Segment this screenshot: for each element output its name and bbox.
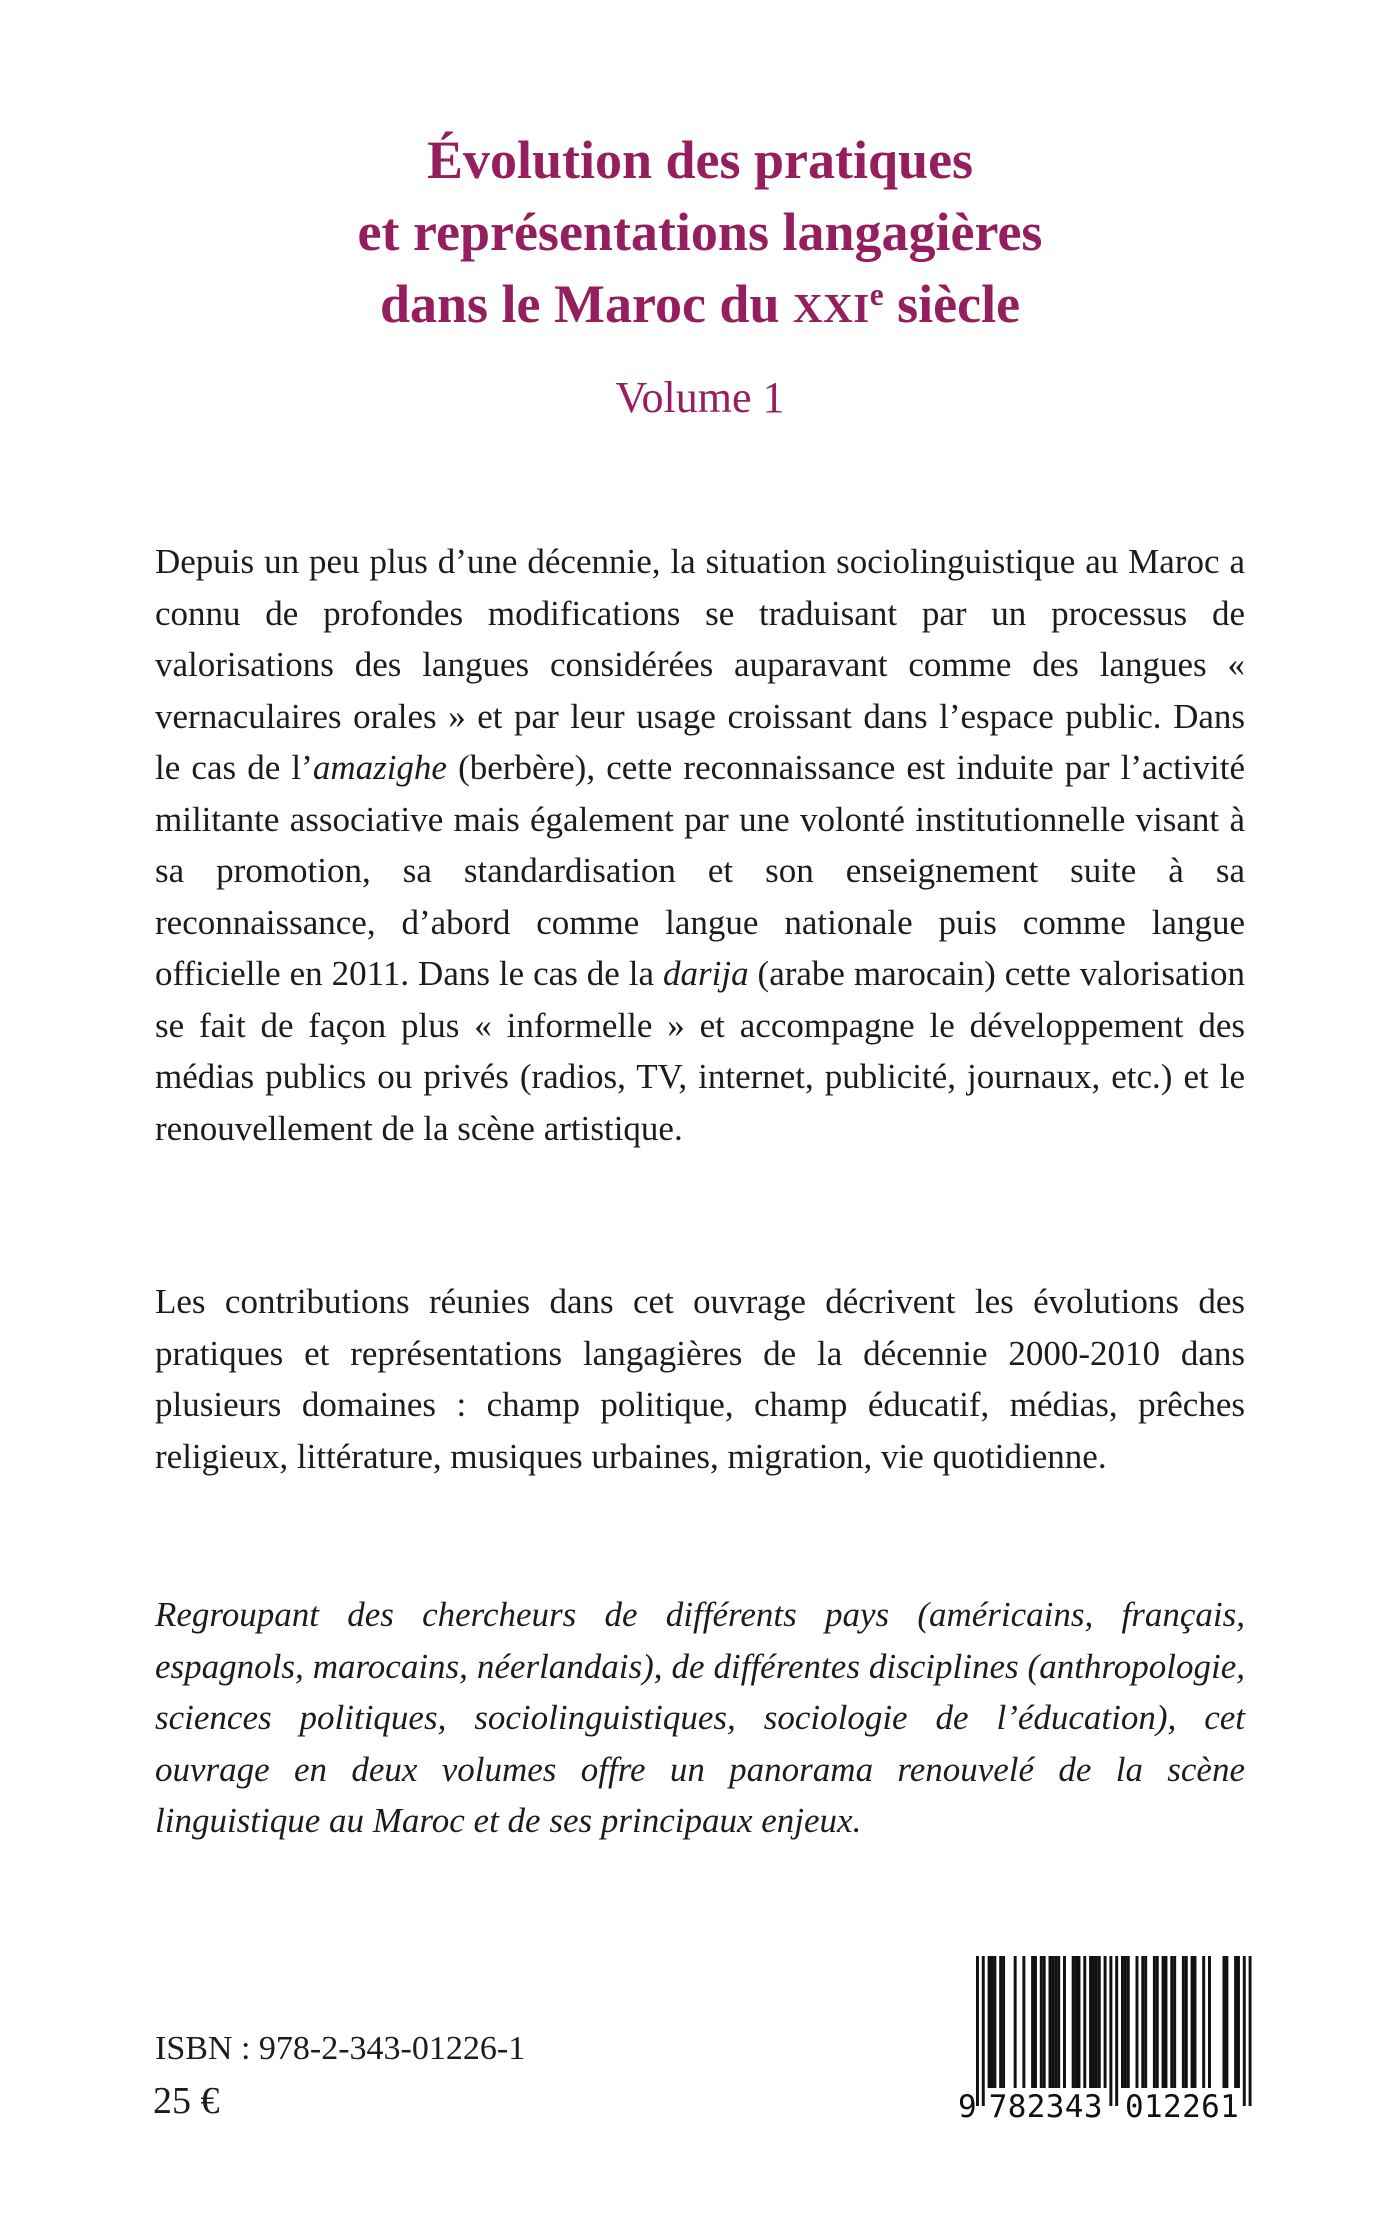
text-segment: Évolution des pratiques [426, 130, 974, 190]
volume-label: Volume 1 [615, 373, 785, 422]
text-segment: amazighe [312, 748, 447, 787]
text-segment: Regroupant des chercheurs de différents pays (américains, français, espagnols, marocains, néerlandais), de différentes disciplines (anthropologie, sciences politiques, sociolinguistiques, sociologie de l’éducation), cet ouvrage en deux volumes offre un panorama renouvelé de la scène linguistique au Maroc et de ses principaux enjeux. [155, 1595, 1245, 1840]
barcode-digits: 782343 [988, 2089, 1103, 2124]
text-segment: Les contributions réunies dans cet ouvrage décrivent les évolutions des pratiques et représentations langagières de la décennie 2000-2010 dans plusieurs domaines : champ politique, champ éducatif, médias, prêches religieux, littérature, musiques urbaines, migration, vie quotidienne. [155, 1282, 1245, 1476]
text-segment: (arabe marocain) cette valorisation se fait de façon plus « informelle » et accompagne le développement des médias publics ou privés (radios, TV, internet, publicité, journaux, etc.) et le renouvellement de la scène artistique. [155, 954, 1245, 1148]
barcode-svg [958, 1956, 1258, 2124]
synopsis-paragraph-1 [155, 536, 1245, 1154]
title-line-3 [0, 268, 1400, 348]
text-segment: siècle [883, 274, 1021, 334]
text-segment: Depuis un peu plus d’une décennie, la situation sociolinguistique au Maroc a connu de profondes modifications se traduisant par un processus de valorisations des langues considérées auparavant comme des langues « vernaculaires orales » et par leur usage croissant dans l’espace public. Dans le cas de l’ [155, 542, 1245, 787]
title-line-1 [0, 124, 1400, 196]
barcode-digits: 9 [958, 2089, 977, 2124]
isbn-text: ISBN : 978-2-343-01226-1 [155, 2030, 526, 2067]
text-segment: darija [663, 954, 749, 993]
ean13-barcode [958, 1956, 1258, 2124]
synopsis-paragraph-2 [155, 1276, 1245, 1482]
text-segment: XXI [792, 285, 870, 331]
text-segment: (berbère), cette reconnaissance est induite par l’activité militante associative mais également par une volonté institutionnelle visant à sa promotion, sa standardisation et son enseignement suite à sa reconnaissance, d’abord comme langue nationale puis comme langue officielle en 2011. Dans le cas de la [155, 748, 1245, 993]
barcode-digits: 012261 [1125, 2089, 1239, 2124]
text-segment: et représentations langagières [357, 202, 1043, 262]
book-title [0, 124, 1400, 348]
synopsis-paragraph-3 [155, 1589, 1245, 1847]
text-segment: dans le Maroc du [379, 274, 793, 334]
price-text: 25 € [153, 2080, 220, 2122]
title-line-2 [0, 196, 1400, 268]
text-segment: e [869, 276, 884, 312]
